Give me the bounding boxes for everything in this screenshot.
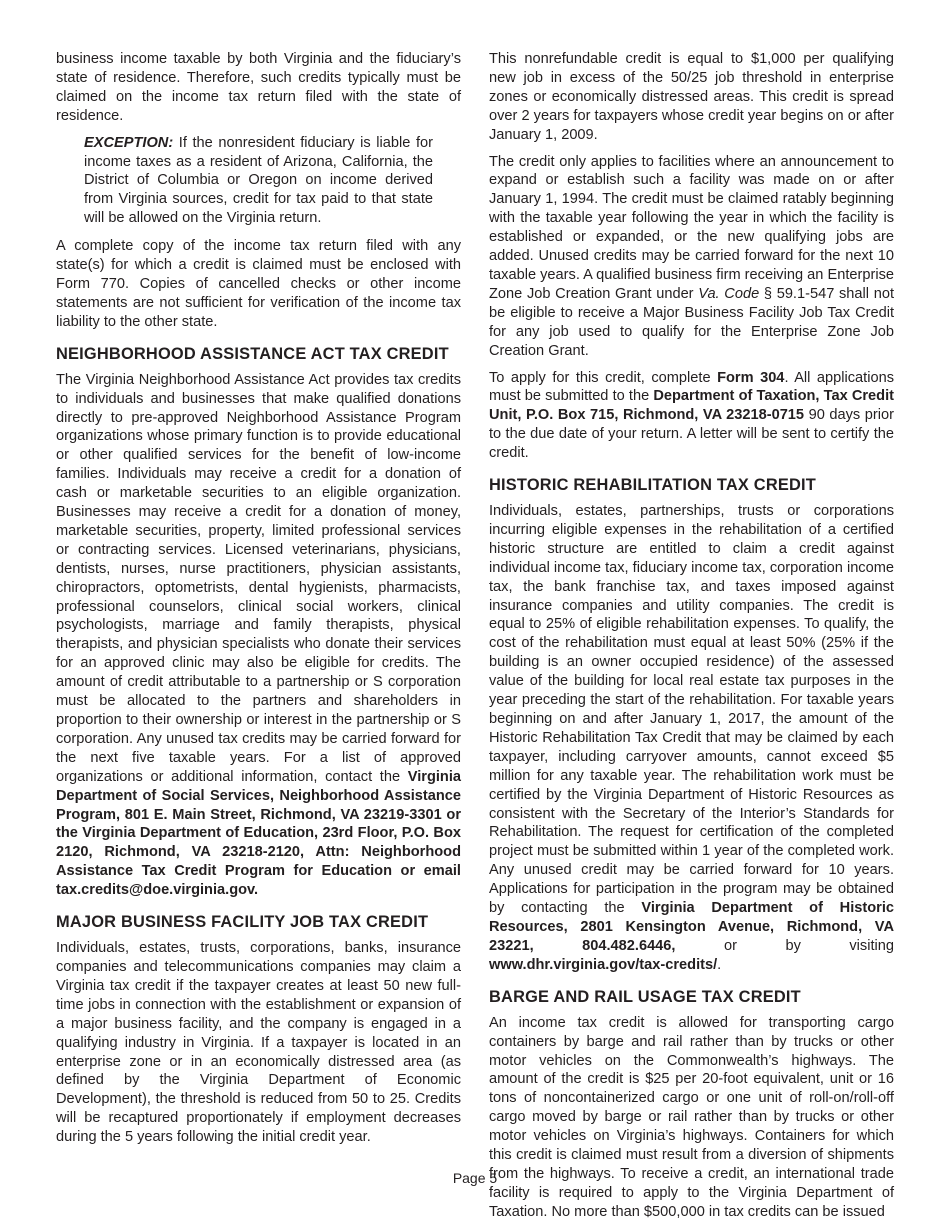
apply-text-end: 90 days prior to the due date of your return. A letter will be sent to certify the credit.: [489, 407, 894, 462]
paragraph-historic-rehabilitation: [489, 502, 894, 975]
paragraph-apply: [489, 369, 894, 464]
dhr-link[interactable]: www.dhr.virginia.gov/tax-credits/: [489, 956, 718, 973]
hist-end: .: [717, 956, 722, 973]
apply-text: To apply for this credit, complete: [489, 369, 718, 386]
exception-label: EXCEPTION:: [84, 134, 174, 151]
exception-text: If the nonresident fiduciary is liable for income taxes as a resident of Arizona, California, the District of Columbia or Oregon on income derived from Virginia sources, credit for tax paid to that state will be allowed on the Virginia return.: [84, 134, 433, 227]
tax-credit-unit-address: Department of Taxation, Tax Credit Unit, P.O. Box 715, Richmond, VA 23218-0715: [489, 388, 894, 424]
hist-or: or by visiting: [675, 937, 894, 954]
paragraph-nonrefundable: This nonrefundable credit is equal to $1,000 per qualifying new job in excess of the 50/25 job threshold in enterprise zones or economically distressed areas. This credit is spread over 2 years for taxpayers whose credit year begins on or after January 1, 2009.: [489, 51, 894, 143]
va-code: Va. Code: [698, 285, 760, 302]
paragraph-neighborhood-assistance: [56, 371, 461, 900]
nap-contact: Virginia Department of Social Services, Neighborhood Assistance Program, 801 E. Main Street, Richmond, VA 23219-3301 or the Virginia Department of Education, 23rd Floor, P.O. Box 2120, Richmond, VA 23218-2120, Attn: Neighborhood Assistance Tax Credit Program for Education or email tax.credits@doe.virginia.gov.: [56, 768, 461, 899]
heading-major-business-facility: MAJOR BUSINESS FACILITY JOB TAX CREDIT: [56, 913, 429, 932]
paragraph-facilities: [489, 153, 894, 361]
paragraph-major-business-facility: Individuals, estates, trusts, corporations, banks, insurance companies and telecommunications companies may claim a Virginia tax credit if the taxpayer creates at least 50 new full-time jobs in connection with the establishment or expansion of a major business facility, and the company is engaged in a qualifying industry in Virginia. If a taxpayer is located in an enterprise zone or in an economically distressed area (as defined by the Virginia Department of Economic Development), the threshold is reduced from 50 to 25. Credits will be recaptured proportionately if employment decreases during the 5 years following the initial credit year.: [56, 940, 461, 1146]
facilities-text-end: § 59.1-547 shall not be eligible to receive a Major Business Facility Job Tax Credit for any job used to qualify for the Enterprise Zone Job Creation Grant.: [489, 285, 895, 359]
hist-text: Individuals, estates, partnerships, trusts or corporations incurring eligible expenses in the rehabilitation of a certified historic structure are entitled to claim a credit against individual income tax, fiduciary income tax, corporation income tax, the bank franchise tax, and taxes imposed against insurance companies and utility companies. The credit is equal to 25% of eligible rehabilitation expenses. To qualify, the cost of the rehabilitation must equal at least 50% (25% if the building is an owner occupied residence) of the assessed value of the building for local real estate tax purposes in the year preceding the start of the rehabilitation. For taxable years beginning on and after January 1, 2017, the amount of the Historic Rehabilitation Tax Credit that may be claimed by each taxpayer, including carryover amounts, cannot exceed $5 million for any taxable year. The rehabilitation work must be certified by the Virginia Department of Historic Resources as consistent with the Secretary of the Interior’s Standards for Rehabilitation. The request for certification of the completed project must be submitted within 1 year of the completed work. Any unused credit may be carried forward for 10 years. Applications for participation in the program may be obtained by contacting the: [489, 503, 894, 917]
heading-neighborhood-assistance: NEIGHBORHOOD ASSISTANCE ACT TAX CREDIT: [56, 344, 449, 363]
page-number: Page 5: [452, 1170, 498, 1186]
right-column: [489, 50, 894, 1230]
nap-text: The Virginia Neighborhood Assistance Act provides tax credits to individuals and businesses that make qualified donations directly to pre-approved Neighborhood Assistance Program organizations whose primary function is to provide educational or other qualified services for the benefit of low-income families. Individuals may receive a credit for a donation of cash or marketable securities to an eligible organization. Businesses may receive a credit for a donation of money, marketable securities, property, limited professional services or contracting services. Licensed veterinarians, physicians, dentists, nurses, nurse practitioners, physician assistants, chiropractors, optometrists, dental hygienists, pharmacists, professional counselors, clinical social workers, clinical psychologists, marriage and family therapists, physical therapists, and physician specialists who donate their services for an approved clinic may also be eligible for credits. The amount of credit attributable to a partnership or S corporation must be allocated to the partners and shareholders in proportion to their ownership or interest in the partnership or S corporation. Any unused tax credits may be carried forward for the next five taxable years. For a list of approved organizations or additional information, contact the: [56, 371, 461, 785]
heading-historic-rehabilitation: HISTORIC REHABILITATION TAX CREDIT: [489, 476, 817, 495]
paragraph-barge-rail: An income tax credit is allowed for transporting cargo containers by barge and rail rather than by trucks or other motor vehicles on the Commonwealth’s highways. The amount of the credit is $25 per 20-foot equivalent, unit or 16 tons of noncontainerized cargo or one unit of roll-on/roll-off cargo moved by barge or rail rather than by trucks or other motor vehicles on Virginia’s highways. Containers for which this credit is claimed must result from a diversion of shipments from the highways. To receive a credit, an international trade facility is required to apply to the Virginia Department of Taxation. No more than $500,000 in tax credits can be issued: [489, 1014, 894, 1220]
paragraph-residence: business income taxable by both Virginia and the fiduciary’s state of residence. Therefore, such credits typically must be claimed on the income tax return filed with the state of residence.: [56, 51, 461, 124]
paragraph-copy-return: A complete copy of the income tax return filed with any state(s) for which a credit is claimed must be enclosed with Form 770. Copies of cancelled checks or other income statements are not sufficient for verification of the income tax liability to the other state.: [56, 238, 461, 330]
facilities-text: The credit only applies to facilities where an announcement to expand or establish such a facility was made on or after January 1, 1994. The credit must be claimed ratably beginning with the taxable year following the year in which the facility is established or expanded, or the new qualifying jobs are added. Unused credits may be carried forward for the next 10 taxable years. A qualified business firm receiving an Enterprise Zone Job Creation Grant under: [489, 153, 894, 302]
form-304: Form 304: [717, 369, 785, 386]
exception-note: [84, 134, 461, 229]
apply-text-mid: . All applications must be submitted to the: [489, 369, 895, 405]
left-column: [56, 50, 461, 1155]
hist-contact: Virginia Department of Historic Resources, 2801 Kensington Avenue, Richmond, VA 23221, 804.482.6446,: [489, 900, 894, 954]
heading-barge-rail: BARGE AND RAIL USAGE TAX CREDIT: [489, 987, 801, 1006]
